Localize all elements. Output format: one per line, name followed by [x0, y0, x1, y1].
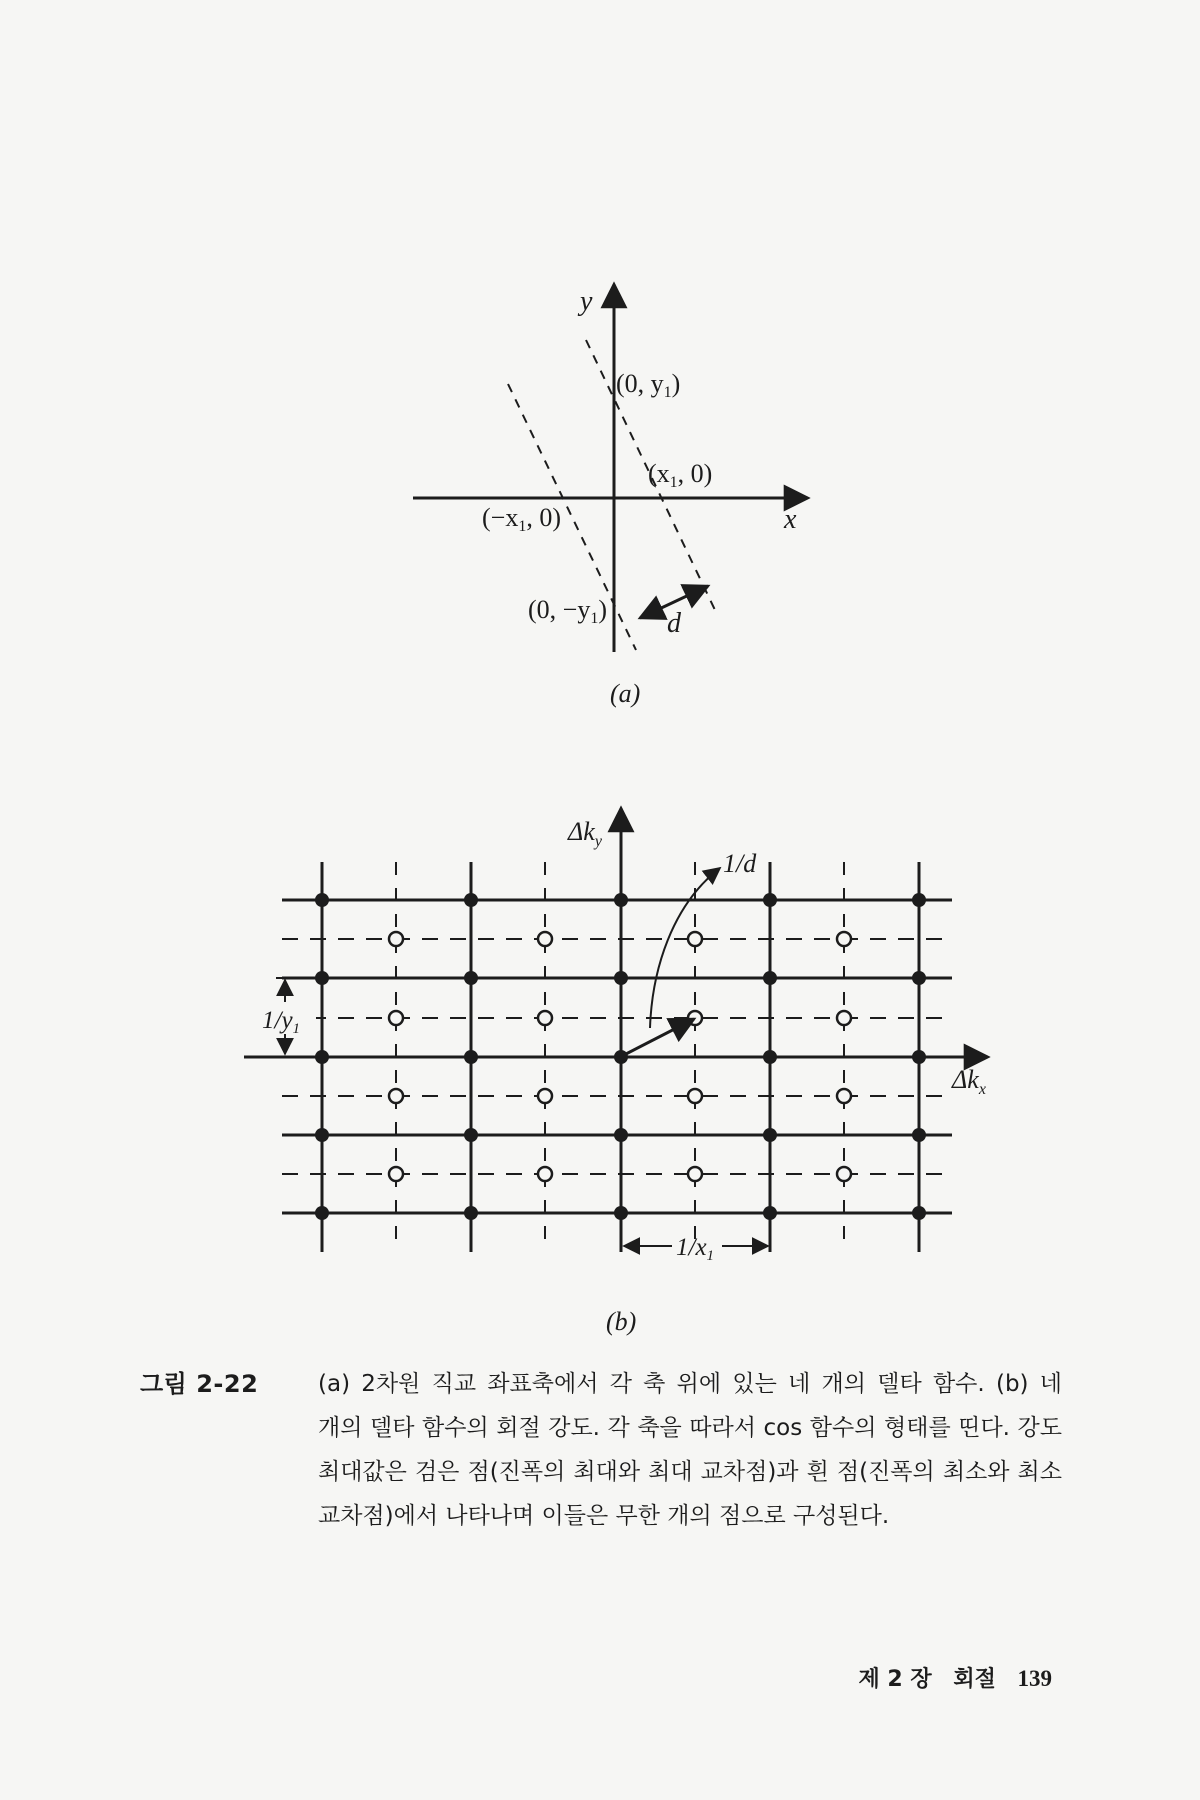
- kx-axis-label: $\Delta k_x$: [952, 1065, 986, 1098]
- intensity-maximum-dot: [315, 893, 329, 907]
- point-left-label: (−x1, 0): [482, 503, 561, 535]
- footer-chapter: 제 2 장: [858, 1667, 932, 1692]
- footer-title: 회절: [953, 1667, 996, 1692]
- page-number: 139: [1017, 1666, 1052, 1691]
- point-right-label: (x1, 0): [648, 459, 713, 491]
- intensity-maximum-dot: [315, 1128, 329, 1142]
- intensity-minimum-dot: [688, 1089, 702, 1103]
- caption-text: (a) 2차원 직교 좌표축에서 각 축 위에 있는 네 개의 델타 함수. (b) 네 개의 델타 함수의 회절 강도. 각 축을 따라서 cos 함수의 형태를 띤다. 강도 최대값은 검은 점(진폭의 최대와 최대 교차점)과 흰 점(진폭의 최소와 최소 교차점)에서 나타나며 이들은 무한 개의 점으로 구성된다.: [318, 1371, 1062, 1529]
- figure-a: [0, 0, 1200, 740]
- intensity-maximum-dot: [763, 971, 777, 985]
- intensity-minimum-dot: [837, 1089, 851, 1103]
- intensity-minimum-dot: [389, 1089, 403, 1103]
- figure-a-sublabel: (a): [610, 679, 641, 708]
- point-top-label: (0, y1): [616, 369, 681, 401]
- intensity-minimum-dot: [389, 932, 403, 946]
- intensity-maximum-dot: [315, 1206, 329, 1220]
- intensity-minimum-dot: [538, 1167, 552, 1181]
- intensity-maximum-dot: [912, 1206, 926, 1220]
- point-bottom-label: (0, −y1): [528, 595, 607, 627]
- intensity-maximum-dot: [763, 1206, 777, 1220]
- intensity-minimum-dot: [837, 1011, 851, 1025]
- axis-y-label: y: [580, 286, 593, 317]
- recip-d-label: 1/d: [723, 849, 757, 878]
- intensity-minimum-dot: [389, 1011, 403, 1025]
- intensity-maximum-dot: [464, 1128, 478, 1142]
- intensity-maximum-dot: [912, 893, 926, 907]
- intensity-minimum-dot: [688, 1167, 702, 1181]
- intensity-minimum-dot: [688, 1011, 702, 1025]
- intensity-minimum-dot: [538, 1011, 552, 1025]
- x-period-label: $1/x_1$: [676, 1234, 715, 1264]
- figure-b-sublabel: (b): [606, 1307, 637, 1336]
- page-footer: [845, 1662, 1053, 1693]
- intensity-maximum-dot: [763, 1128, 777, 1142]
- intensity-minimum-dot: [538, 932, 552, 946]
- intensity-minimum-dot: [837, 932, 851, 946]
- intensity-maximum-dot: [464, 1206, 478, 1220]
- recip-d-pointer: [650, 868, 720, 1028]
- intensity-minimum-dot: [837, 1167, 851, 1181]
- y-period-label: $1/y_1$: [262, 1007, 301, 1037]
- figure-b: [0, 760, 1200, 1380]
- recip-d-arrow: [624, 1019, 694, 1055]
- axis-x-label: x: [784, 504, 797, 535]
- intensity-maximum-dot: [464, 893, 478, 907]
- intensity-minimum-dot: [389, 1167, 403, 1181]
- spacing-label: d: [667, 608, 681, 639]
- ky-axis-label: $\Delta k_y$: [568, 817, 602, 850]
- intensity-minimum-dot: [538, 1089, 552, 1103]
- intensity-maximum-dot: [464, 971, 478, 985]
- intensity-maximum-dot: [912, 971, 926, 985]
- intensity-maximum-dot: [912, 1128, 926, 1142]
- caption-label: 그림 2-22: [140, 1370, 259, 1398]
- intensity-minimum-dot: [688, 932, 702, 946]
- intensity-maximum-dot: [763, 893, 777, 907]
